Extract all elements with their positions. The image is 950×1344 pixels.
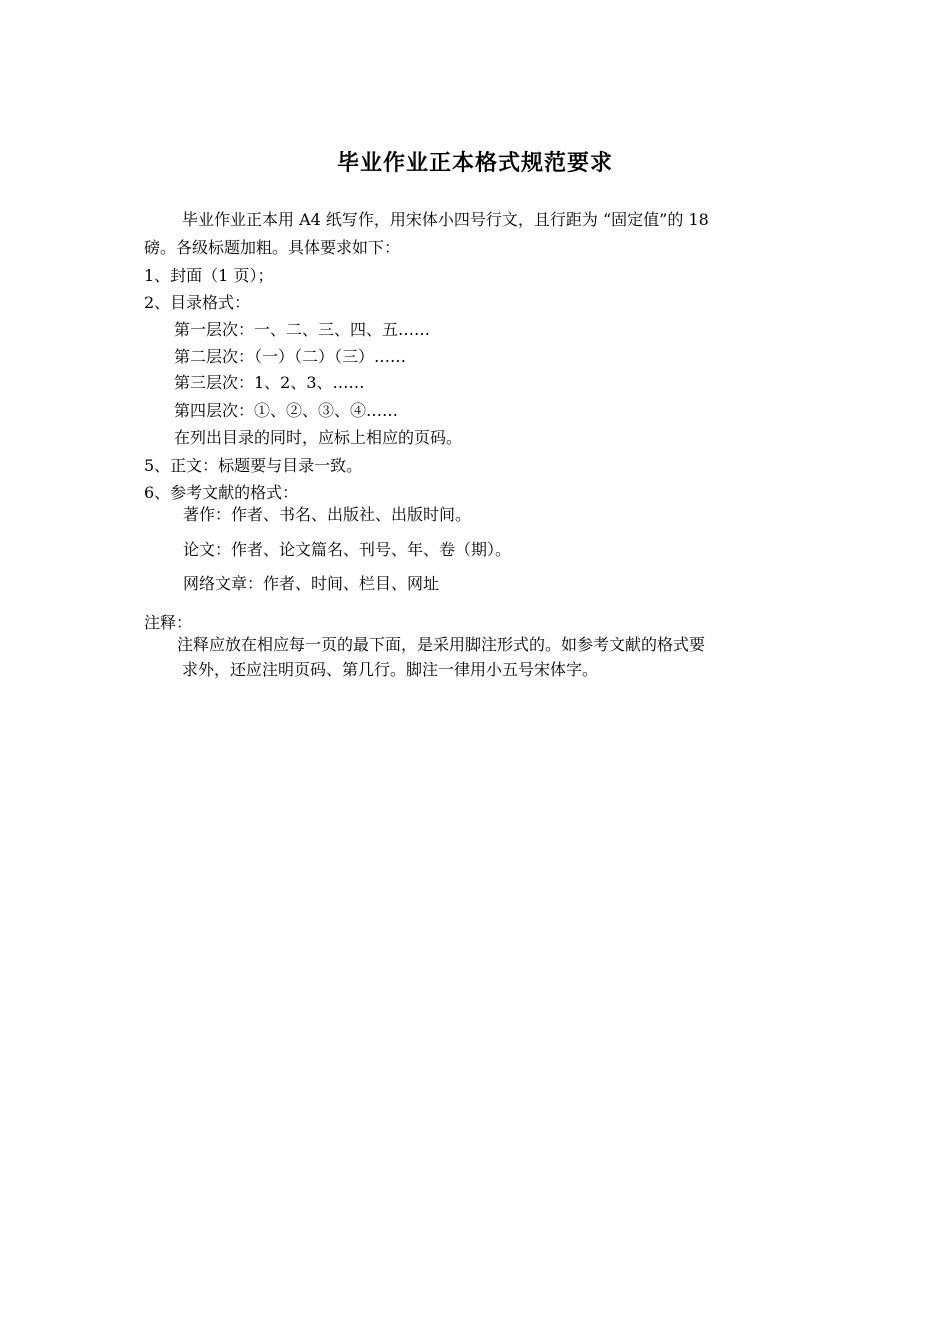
notes-line-1: 注释应放在相应每一页的最下面，是采用脚注形式的。如参考文献的格式要: [177, 635, 706, 654]
ref-format-paper: 论文：作者、论文篇名、刊号、年、卷（期）。: [183, 540, 512, 559]
page-title: 毕业作业正本格式规范要求: [336, 151, 613, 176]
intro-line-1: 毕业作业正本用 A4 纸写作，用宋体小四号行文，且行距为 “固定值”的 18: [182, 210, 709, 229]
toc-level-4: 第四层次：①、②、③、④……: [174, 401, 399, 420]
notes-line-2: 求外，还应注明页码、第几行。脚注一律用小五号宋体字。: [182, 660, 599, 679]
toc-level-1: 第一层次：一、二、三、四、五……: [174, 320, 431, 339]
ref-format-web: 网络文章：作者、时间、栏目、网址: [183, 574, 440, 593]
item-body-text: 5、正文：标题要与目录一致。: [144, 456, 363, 475]
item-ref-heading: 6、参考文献的格式：: [144, 483, 299, 502]
toc-level-2: 第二层次：（一）（二）（三）……: [174, 347, 407, 366]
notes-heading: 注释：: [144, 613, 193, 632]
intro-line-2: 磅。各级标题加粗。具体要求如下：: [144, 238, 401, 257]
item-toc-heading: 2、目录格式：: [144, 293, 251, 312]
ref-format-book: 著作：作者、书名、出版社、出版时间。: [183, 505, 472, 524]
item-cover: 1、封面（1 页）；: [144, 266, 274, 285]
toc-level-3: 第三层次：1、2、3、……: [174, 373, 365, 392]
toc-page-note: 在列出目录的同时，应标上相应的页码。: [174, 428, 463, 447]
